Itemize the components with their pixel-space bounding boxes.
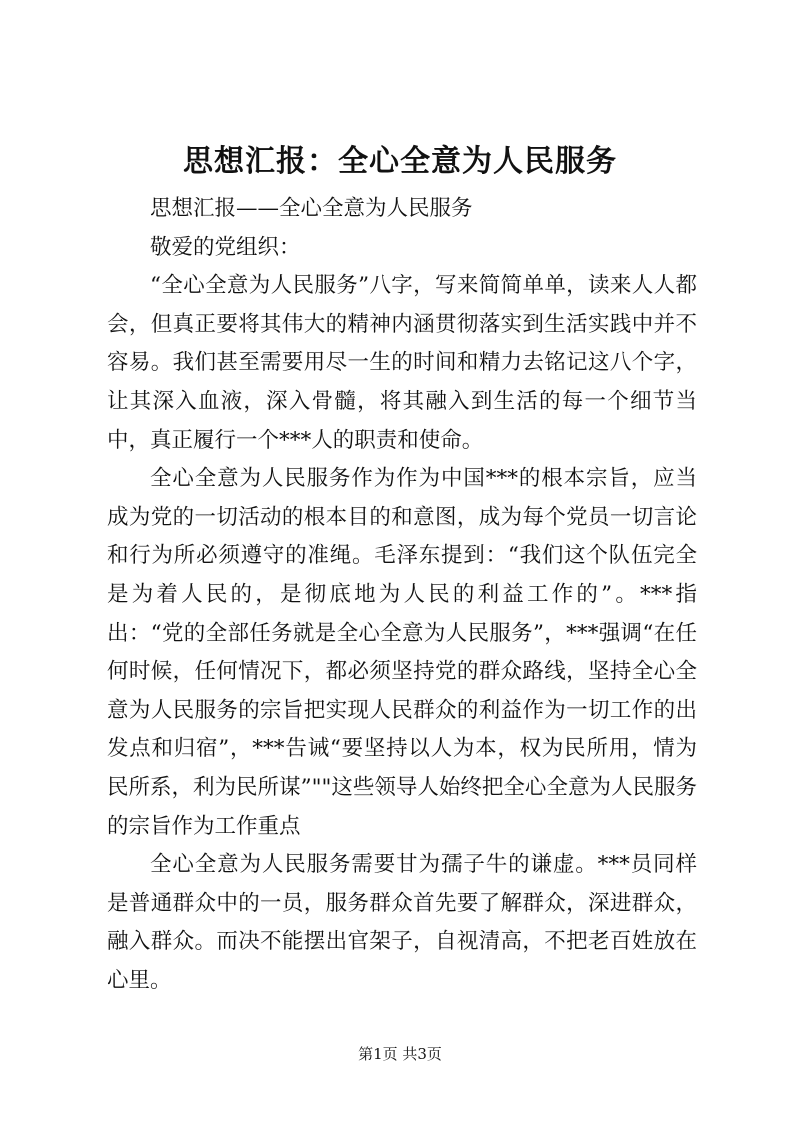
document-body bbox=[107, 190, 697, 1000]
document-title: 思想汇报：全心全意为人民服务 bbox=[183, 144, 617, 179]
page-number-footer: 第1页 共3页 bbox=[358, 1045, 442, 1063]
body-paragraph: 全心全意为人民服务需要甘为孺子牛的谦虚。***员同样是普通群众中的一员，服务群众首先要了解群众，深进群众，融入群众。而决不能摆出官架子，自视清高，不把老百姓放在心里。 bbox=[107, 852, 697, 993]
salutation-paragraph: 敬爱的党组织： bbox=[150, 234, 301, 260]
subtitle-paragraph: 思想汇报——全心全意为人民服务 bbox=[150, 196, 473, 221]
body-paragraph: 全心全意为人民服务作为作为中国***的根本宗旨，应当成为党的一切活动的根本目的和意图，成为每个党员一切言论和行为所必须遵守的准绳。毛泽东提到：“我们这个队伍完全是为着人民的，是彻底地为人民的利益工作的”。***指出：“党的全部任务就是全心全意为人民服务”，***强调“在任何时候，任何情况下，都必须坚持党的群众路线，坚持全心全意为人民服务的宗旨把实现人民群众的利益作为一切工作的出发点和归宿”，***告诫“要坚持以人为本，权为民所用，情为民所系，利为民所谋”""这些领导人始终把全心全意为人民服务的宗旨作为工作重点 bbox=[107, 466, 697, 839]
body-paragraph: “全心全意为人民服务”八字，写来简简单单，读来人人都会，但真正要将其伟大的精神内涵贯彻落实到生活实践中并不容易。我们甚至需要用尽一生的时间和精力去铭记这八个字，让其深入血液，深入骨髓，将其融入到生活的每一个细节当中，真正履行一个***人的职责和使命。 bbox=[107, 273, 697, 453]
